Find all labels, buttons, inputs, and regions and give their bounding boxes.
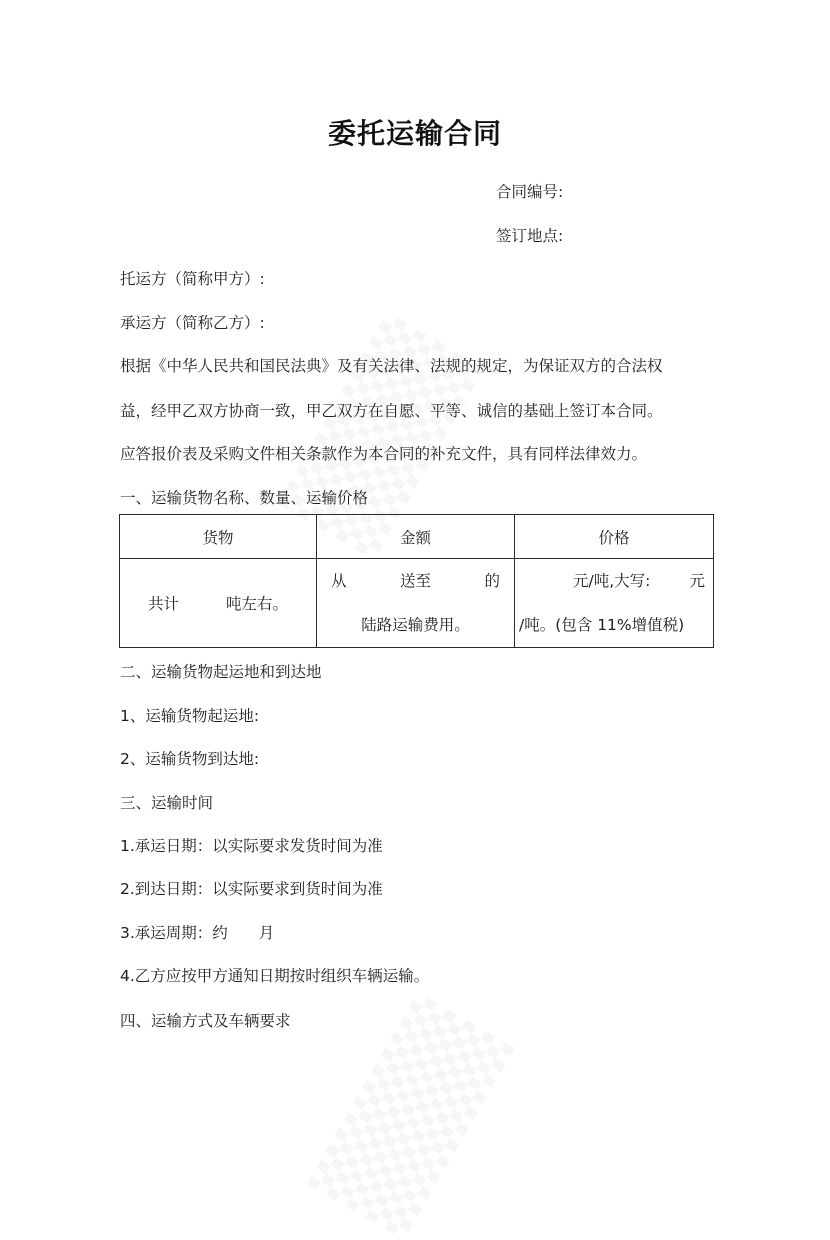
cargo-price-table [119,514,714,648]
section-3-item: 2.到达日期：以实际要求到货时间为准 [120,880,383,898]
table-row [120,559,714,648]
header-cargo: 货物 [120,515,317,559]
section-3-heading: 三、运输时间 [120,794,214,812]
sign-place-label: 签订地点: [496,227,564,245]
section-2-item: 1、运输货物起运地: [120,707,260,725]
table-header-row [120,515,714,559]
header-price: 价格 [515,515,714,559]
price-line-2: /吨。(包含 11%增值税) [519,616,685,634]
amount-to: 送至 [399,572,431,590]
amount-line-2: 陆路运输费用。 [361,616,470,634]
intro-paragraph-line: 根据《中华人民共和国民法典》及有关法律、法规的规定，为保证双方的合法权 [120,357,663,375]
price-yuan: 元 [689,572,705,590]
intro-paragraph-line: 应答报价表及采购文件相关条款作为本合同的补充文件，具有同样法律效力。 [120,445,648,463]
cargo-ton-label: 吨左右。 [225,595,288,613]
section-1-heading: 一、运输货物名称、数量、运输价格 [120,489,369,507]
shipper-label: 托运方（简称甲方）: [120,270,265,288]
amount-from: 从 [331,572,347,590]
cargo-cell [120,559,317,648]
price-cell [515,559,714,648]
section-3-item: 3.承运周期：约 月 [120,924,275,942]
watermark [307,992,515,1240]
carrier-label: 承运方（简称乙方）: [120,314,265,332]
section-4-heading: 四、运输方式及车辆要求 [120,1012,291,1030]
amount-of: 的 [484,572,500,590]
header-amount: 金额 [317,515,515,559]
contract-number-label: 合同编号: [496,183,564,201]
cargo-total-label: 共计 [148,595,180,613]
intro-paragraph-line: 益，经甲乙双方协商一致，甲乙双方在自愿、平等、诚信的基础上签订本合同。 [120,402,663,420]
amount-cell [317,559,515,648]
page-title: 委托运输合同 [327,117,502,150]
section-3-item: 1.承运日期：以实际要求发货时间为准 [120,837,383,855]
section-2-item: 2、运输货物到达地: [120,750,260,768]
price-unit: 元/吨,大写: [573,572,651,590]
section-2-heading: 二、运输货物起运地和到达地 [120,663,322,681]
section-3-item: 4.乙方应按甲方通知日期按时组织车辆运输。 [120,967,430,985]
